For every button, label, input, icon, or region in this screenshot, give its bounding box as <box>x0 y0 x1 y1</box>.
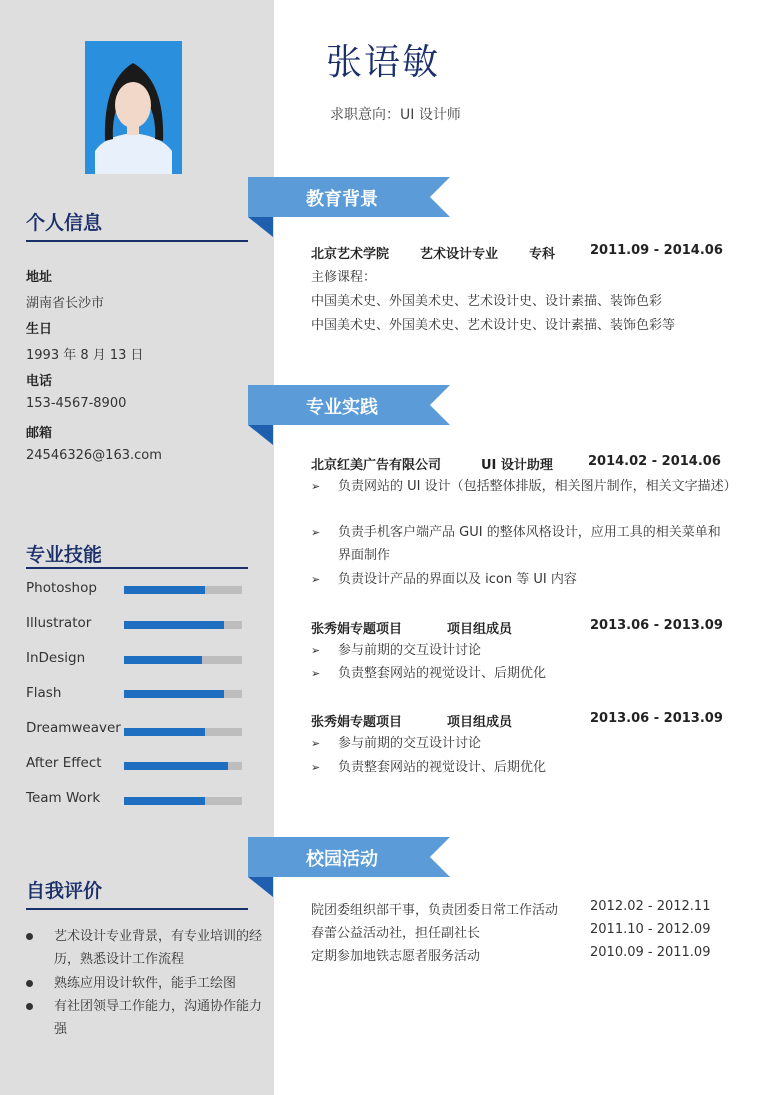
job-bullet <box>311 756 731 779</box>
job-bullet-text: 参与前期的交互设计讨论 <box>338 643 482 658</box>
skill-name: Illustrator <box>26 615 92 631</box>
skill-fill <box>124 690 224 698</box>
self-eval-item <box>26 925 271 971</box>
address-value: 湖南省长沙市 <box>26 296 105 311</box>
skill-name: After Effect <box>26 755 102 771</box>
job-period: 2014.02 - 2014.06 <box>588 454 721 469</box>
arrow-bullet-icon: ➢ <box>311 761 321 774</box>
skill-fill <box>124 762 228 770</box>
skill-fill <box>124 728 205 736</box>
arrow-bullet-icon: ➢ <box>311 667 321 680</box>
self-eval-item <box>26 972 271 995</box>
campus-title: 校园活动 <box>306 849 378 870</box>
self-eval-text: 熟练应用设计软件，能手工绘图 <box>54 976 237 991</box>
job-role: 项目组成员 <box>447 715 513 730</box>
job-period: 2013.06 - 2013.09 <box>590 711 723 726</box>
skill-fill <box>124 586 205 594</box>
education-major: 艺术设计专业 <box>420 247 499 262</box>
job-bullet-text: 负责整套网站的视觉设计、后期优化 <box>338 760 547 775</box>
campus-activity: 院团委组织部干事，负责团委日常工作活动 <box>311 903 559 918</box>
personal-info-title: 个人信息 <box>26 212 103 234</box>
job-role: UI 设计助理 <box>481 458 553 473</box>
job-bullet <box>311 521 731 567</box>
skill-bar <box>124 586 242 594</box>
courses-line: 中国美术史、外国美术史、艺术设计史、设计素描、装饰色彩 <box>311 294 663 309</box>
campus-banner <box>248 837 450 899</box>
phone-value: 153-4567-8900 <box>26 396 127 411</box>
job-intent-label: 求职意向： <box>330 107 400 123</box>
arrow-bullet-icon: ➢ <box>311 573 321 586</box>
job-role: 项目组成员 <box>447 622 513 637</box>
skill-fill <box>124 797 205 805</box>
skill-name: Dreamweaver <box>26 720 121 736</box>
campus-activity: 春蕾公益活动社，担任副社长 <box>311 926 481 941</box>
practice-banner <box>248 385 450 447</box>
skills-title: 专业技能 <box>26 544 103 566</box>
personal-info-rule <box>26 240 248 242</box>
address-label: 地址 <box>26 270 53 285</box>
job-bullet <box>311 475 737 498</box>
job-company: 张秀娟专题项目 <box>311 715 403 730</box>
skill-fill <box>124 621 224 629</box>
candidate-name: 张语敏 <box>326 42 441 83</box>
job-bullet-text: 负责设计产品的界面以及 icon 等 UI 内容 <box>338 572 577 587</box>
skill-name: Team Work <box>26 790 101 806</box>
courses-line: 中国美术史、外国美术史、艺术设计史、设计素描、装饰色彩等 <box>311 318 676 333</box>
profile-photo <box>85 41 182 174</box>
skill-bar <box>124 690 242 698</box>
campus-period: 2010.09 - 2011.09 <box>590 945 711 960</box>
job-bullet <box>311 732 731 755</box>
arrow-bullet-icon: ➢ <box>311 644 321 657</box>
job-bullet-text: 负责整套网站的视觉设计、后期优化 <box>338 666 547 681</box>
skill-bar <box>124 797 242 805</box>
skill-name: Flash <box>26 685 62 701</box>
skill-name: InDesign <box>26 650 86 666</box>
skill-bar <box>124 728 242 736</box>
education-period: 2011.09 - 2014.06 <box>590 243 723 258</box>
courses-label: 主修课程： <box>311 270 377 285</box>
campus-period: 2012.02 - 2012.11 <box>590 899 711 914</box>
arrow-bullet-icon: ➢ <box>311 526 321 539</box>
bullet-dot-icon <box>26 933 33 940</box>
job-company: 北京红美广告有限公司 <box>311 458 442 473</box>
arrow-bullet-icon: ➢ <box>311 737 321 750</box>
birthday-label: 生日 <box>26 322 53 337</box>
practice-title: 专业实践 <box>306 397 378 418</box>
job-period: 2013.06 - 2013.09 <box>590 618 723 633</box>
campus-activity: 定期参加地铁志愿者服务活动 <box>311 949 481 964</box>
job-bullet-text: 负责网站的 UI 设计（包括整体排版，相关图片制作，相关文字描述） <box>338 479 737 494</box>
skill-bar <box>124 656 242 664</box>
skill-fill <box>124 656 202 664</box>
self-eval-item <box>26 995 271 1041</box>
campus-period: 2011.10 - 2012.09 <box>590 922 711 937</box>
skill-bar <box>124 762 242 770</box>
job-bullet <box>311 568 731 591</box>
job-bullet <box>311 662 731 685</box>
job-bullet <box>311 639 731 662</box>
skill-name: Photoshop <box>26 580 97 596</box>
job-bullet-text: 负责手机客户端产品 GUI 的整体风格设计，应用工具的相关菜单和界面制作 <box>338 525 721 563</box>
job-company: 张秀娟专题项目 <box>311 622 403 637</box>
education-school: 北京艺术学院 <box>311 247 390 262</box>
job-bullet-text: 参与前期的交互设计讨论 <box>338 736 482 751</box>
skill-bar <box>124 621 242 629</box>
job-intent <box>330 104 461 124</box>
arrow-bullet-icon: ➢ <box>311 480 321 493</box>
education-title: 教育背景 <box>306 189 378 210</box>
sidebar <box>0 0 274 1095</box>
bullet-dot-icon <box>26 1003 33 1010</box>
birthday-value: 1993 年 8 月 13 日 <box>26 348 144 363</box>
bullet-dot-icon <box>26 980 33 987</box>
self-eval-rule <box>26 908 248 910</box>
email-label: 邮箱 <box>26 426 53 441</box>
phone-label: 电话 <box>26 374 53 389</box>
email-value: 24546326@163.com <box>26 448 162 463</box>
self-eval-text: 艺术设计专业背景，有专业培训的经历，熟悉设计工作流程 <box>54 929 263 967</box>
education-degree: 专科 <box>529 247 556 262</box>
self-eval-text: 有社团领导工作能力，沟通协作能力强 <box>54 999 263 1037</box>
education-banner <box>248 177 450 239</box>
skills-rule <box>26 567 248 569</box>
job-intent-value: UI 设计师 <box>400 107 461 123</box>
self-eval-title: 自我评价 <box>26 880 103 902</box>
